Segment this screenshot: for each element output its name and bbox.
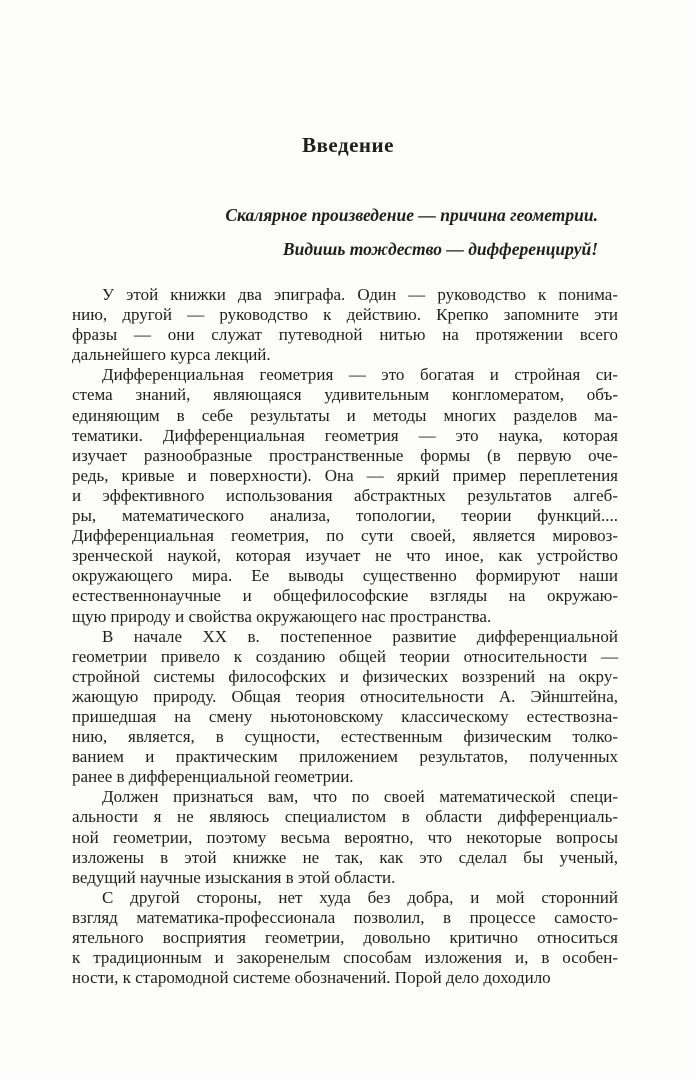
text-line: дальнейшего курса лекций. [72, 345, 271, 365]
text-line: щую природу и свойства окружающего нас пространства. [72, 606, 492, 626]
text-line: ры, математического анализа, топологии, теории функций.... [72, 506, 618, 526]
text-line: изучает разнообразные пространственные формы (в первую оче- [72, 445, 618, 465]
text-line: нию, является, в сущности, естественным физическим толко- [72, 727, 618, 747]
text-line: ятельного восприятия геометрии, довольно критично относиться [72, 928, 618, 947]
text-line: к традиционным и закоренелым способам изложения и, в особен- [72, 948, 618, 968]
text-line: стема знаний, являющаяся удивительным конгломератом, объ- [72, 385, 618, 405]
text-line: Должен признаться вам, что по своей математической специ- [102, 787, 618, 807]
text-line: зренческой наукой, которая изучает не что иное, как устройство [72, 546, 618, 566]
text-line: геометрии привело к созданию общей теории относительности — [72, 646, 618, 666]
epigraph-line-2: Видишь тождество — дифференцируй! [282, 239, 598, 259]
text-line: У этой книжки два эпиграфа. Один — руководство к понима- [102, 285, 618, 304]
text-line: стройной системы философских и физических воззрений на окру- [72, 666, 618, 686]
epigraph-block [72, 205, 618, 273]
text-line: ранее в дифференциальной геометрии. [72, 767, 354, 787]
text-line: С другой стороны, нет худа без добра, и мой сторонний [102, 887, 618, 907]
text-line: изложены в этой книжке не так, как это сделал бы ученый, [72, 847, 618, 867]
text-line: ности, к старомодной системе обозначений. Порой дело доходило [72, 968, 551, 988]
body-text [72, 285, 618, 988]
text-line: В начале XX в. постепенное развитие дифференциальной [102, 626, 618, 646]
epigraph-line-1: Скалярное произведение — причина геометрии. [225, 205, 598, 225]
text-line: ной геометрии, поэтому весьма вероятно, что некоторые вопросы [72, 827, 618, 847]
text-line: жающую природу. Общая теория относительности А. Эйнштейна, [72, 686, 618, 706]
text-line: альности я не являюсь специалистом в области дифференциаль- [72, 807, 618, 827]
text-line: редь, кривые и поверхности). Она — яркий пример переплетения [72, 465, 618, 485]
text-line: нию, другой — руководство к действию. Крепко запомните эти [72, 305, 618, 325]
text-line: ведущий научные изыскания в этой области. [72, 867, 396, 887]
text-line: ванием и практическим приложением результатов, полученных [72, 747, 618, 767]
text-line: Дифференциальная геометрия, по сути своей, является мировоз- [72, 526, 618, 546]
text-line: пришедшая на смену ньютоновскому классическому естествозна- [72, 706, 618, 726]
page-title: Введение [302, 133, 394, 157]
text-line: взгляд математика-профессионала позволил, в процессе самосто- [72, 907, 618, 927]
text-line: естественнонаучные и общефилософские взгляды на окружаю- [72, 586, 618, 606]
text-line: тематики. Дифференциальная геометрия — это наука, которая [72, 425, 618, 445]
text-line: Дифференциальная геометрия — это богатая и стройная си- [102, 365, 618, 385]
text-line: фразы — они служат путеводной нитью на протяжении всего [72, 325, 618, 345]
text-line: единяющим в себе результаты и методы многих разделов ма- [72, 405, 618, 425]
text-line: окружающего мира. Ее выводы существенно формируют наши [72, 566, 618, 586]
text-line: и эффективного использования абстрактных результатов алгеб- [72, 485, 618, 505]
